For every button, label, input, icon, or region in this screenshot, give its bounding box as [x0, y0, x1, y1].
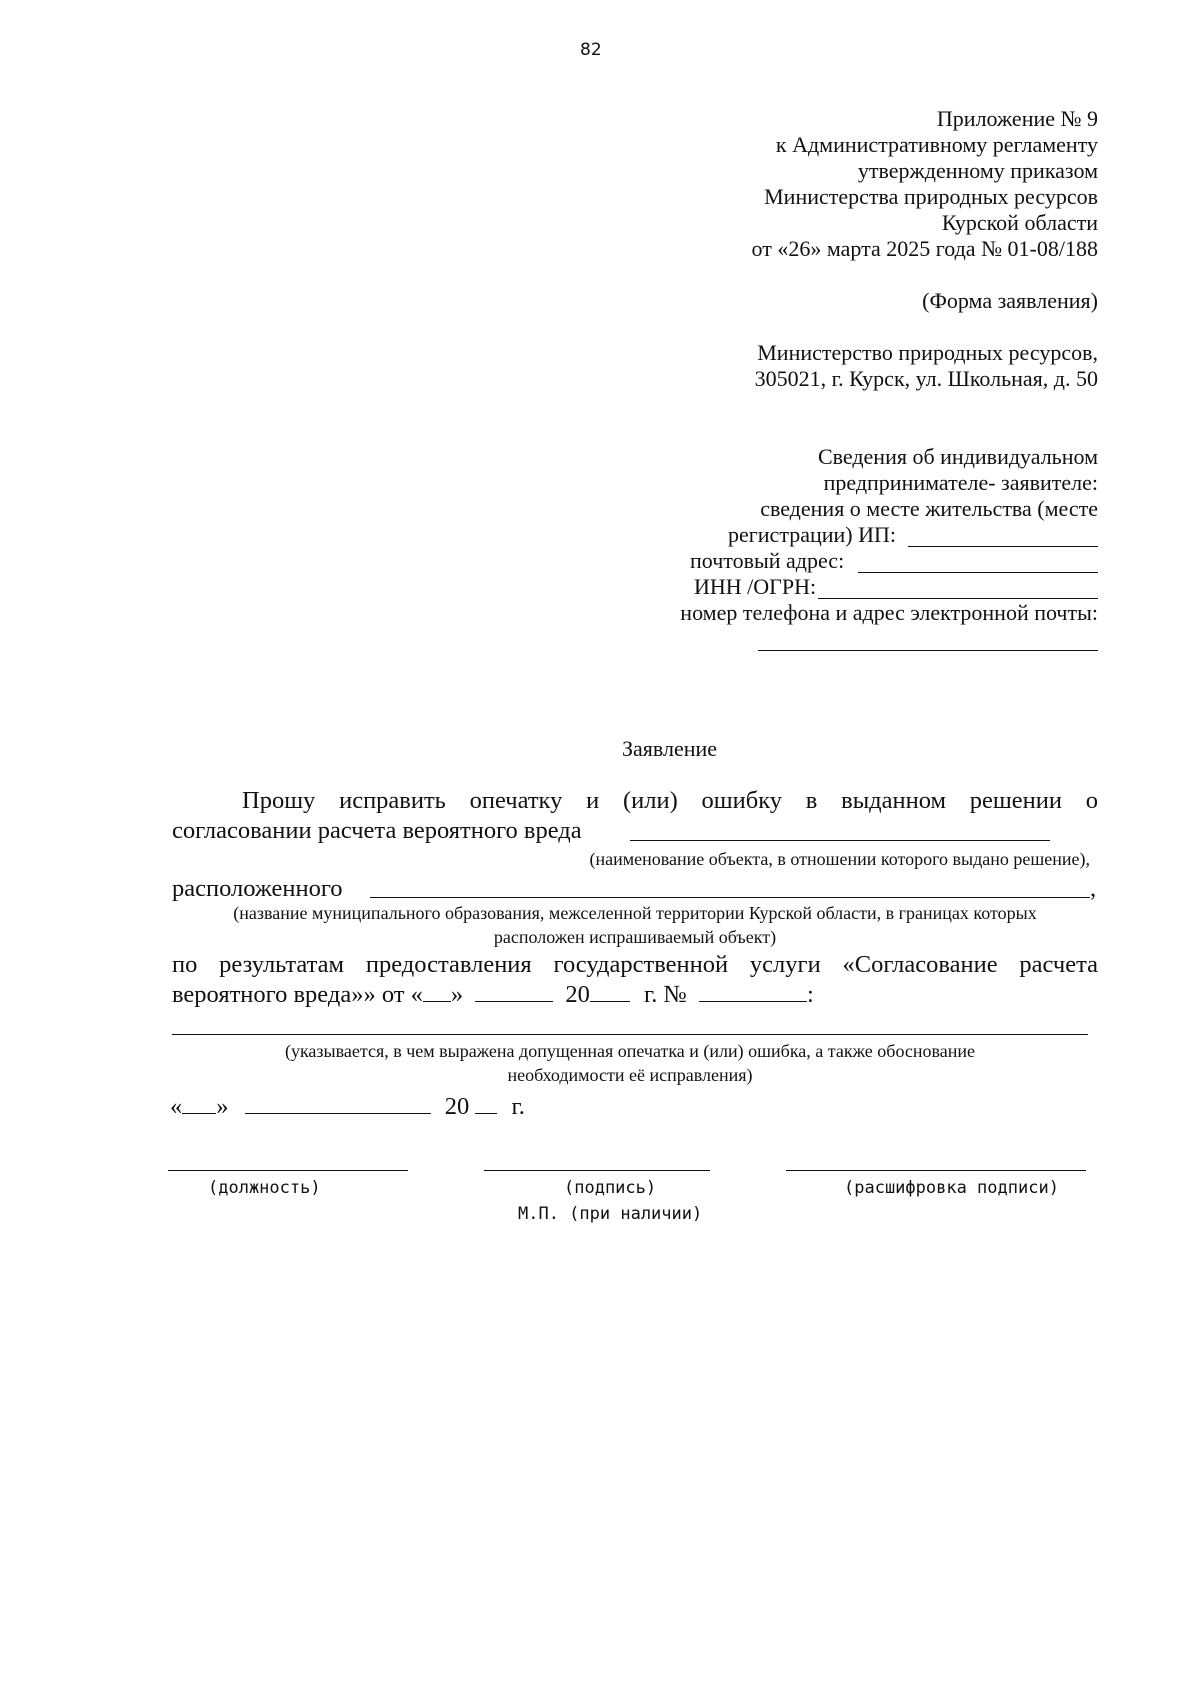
number-colon: : [807, 981, 814, 1008]
year-prefix: 20 [565, 981, 590, 1008]
date-year-prefix: 20 [444, 1093, 470, 1120]
phone-email-field[interactable] [758, 650, 1098, 651]
date-year-field[interactable] [475, 1112, 497, 1114]
service-line-2 [172, 980, 814, 1009]
form-label: (Форма заявления) [922, 288, 1098, 313]
request-line-2: согласовании расчета вероятного вреда [172, 817, 582, 844]
signature-field[interactable] [484, 1170, 710, 1171]
error-description-field[interactable] [172, 1034, 1088, 1035]
applicant-line-2: предпринимателе- заявителе: [823, 470, 1098, 495]
appendix-order-date: от «26» марта 2025 года № 01-08/188 [751, 236, 1098, 261]
postal-address-label: почтовый адрес: [690, 548, 845, 573]
postal-address-field[interactable] [858, 572, 1098, 573]
appendix-approved: утвержденному приказом [857, 158, 1098, 183]
object-name-field[interactable] [630, 840, 1050, 841]
application-date [170, 1092, 525, 1121]
error-hint-line-1: (указывается, в чем выражена допущенная опечатка и (или) ошибка, а также обоснование [284, 1041, 976, 1061]
position-field[interactable] [168, 1170, 408, 1171]
stamp-caption: М.П. (при наличии) [518, 1204, 703, 1224]
phone-email-label: номер телефона и адрес электронной почты: [680, 600, 1098, 625]
appendix-regulation: к Административному регламенту [775, 132, 1098, 157]
number-label: г. № [643, 981, 687, 1008]
object-name-hint: (наименование объекта, в отношении которого выдано решение), [589, 849, 1090, 869]
day-field[interactable] [423, 1000, 451, 1002]
date-month-field[interactable] [245, 1112, 431, 1114]
located-label: расположенного [172, 875, 343, 902]
date-year-suffix: г. [511, 1093, 525, 1120]
service-line-1: по результатам предоставления государственной услуги «Согласование расчета [172, 951, 1098, 978]
request-line-1: Прошу исправить опечатку и (или) ошибку в выданном решении о [242, 787, 1098, 814]
applicant-line-3: сведения о месте жительства (месте [760, 496, 1098, 521]
year-field[interactable] [590, 1000, 630, 1002]
signature-decode-caption: (расшифровка подписи) [844, 1178, 1059, 1198]
day-close-quote: » [450, 981, 464, 1008]
appendix-ministry: Министерства природных ресурсов [764, 184, 1098, 209]
signature-caption: (подпись) [564, 1178, 657, 1198]
municipality-hint-line-1: (название муниципального образования, межселенной территории Курской области, в границах которых [233, 903, 1037, 923]
service-line-2-text: вероятного вреда»» от « [172, 981, 423, 1008]
municipality-field[interactable] [370, 897, 1090, 898]
document-title: Заявление [622, 736, 718, 761]
date-day-field[interactable] [182, 1112, 216, 1114]
applicant-line-1: Сведения об индивидуальном [817, 444, 1098, 469]
appendix-number: Приложение № 9 [936, 106, 1098, 131]
addressee-address: 305021, г. Курск, ул. Школьная, д. 50 [754, 366, 1098, 391]
number-field[interactable] [699, 1000, 807, 1002]
appendix-region: Курской области [941, 210, 1098, 235]
position-caption: (должность) [208, 1178, 321, 1198]
addressee-name: Министерство природных ресурсов, [757, 340, 1098, 365]
applicant-ip-label: регистрации) ИП: [728, 522, 897, 547]
inn-ogrn-field[interactable] [818, 598, 1098, 599]
error-hint-line-2: необходимости её исправления) [507, 1065, 753, 1085]
date-close-quote: » [216, 1093, 229, 1120]
located-comma: , [1090, 875, 1097, 902]
applicant-ip-field[interactable] [908, 546, 1098, 547]
signature-decode-field[interactable] [786, 1170, 1086, 1171]
municipality-hint-line-2: расположен испрашиваемый объект) [493, 927, 777, 947]
page-number: 82 [580, 40, 602, 60]
inn-ogrn-label: ИНН /ОГРН: [694, 574, 817, 599]
month-field[interactable] [475, 1000, 553, 1002]
date-open-quote: « [170, 1093, 183, 1120]
